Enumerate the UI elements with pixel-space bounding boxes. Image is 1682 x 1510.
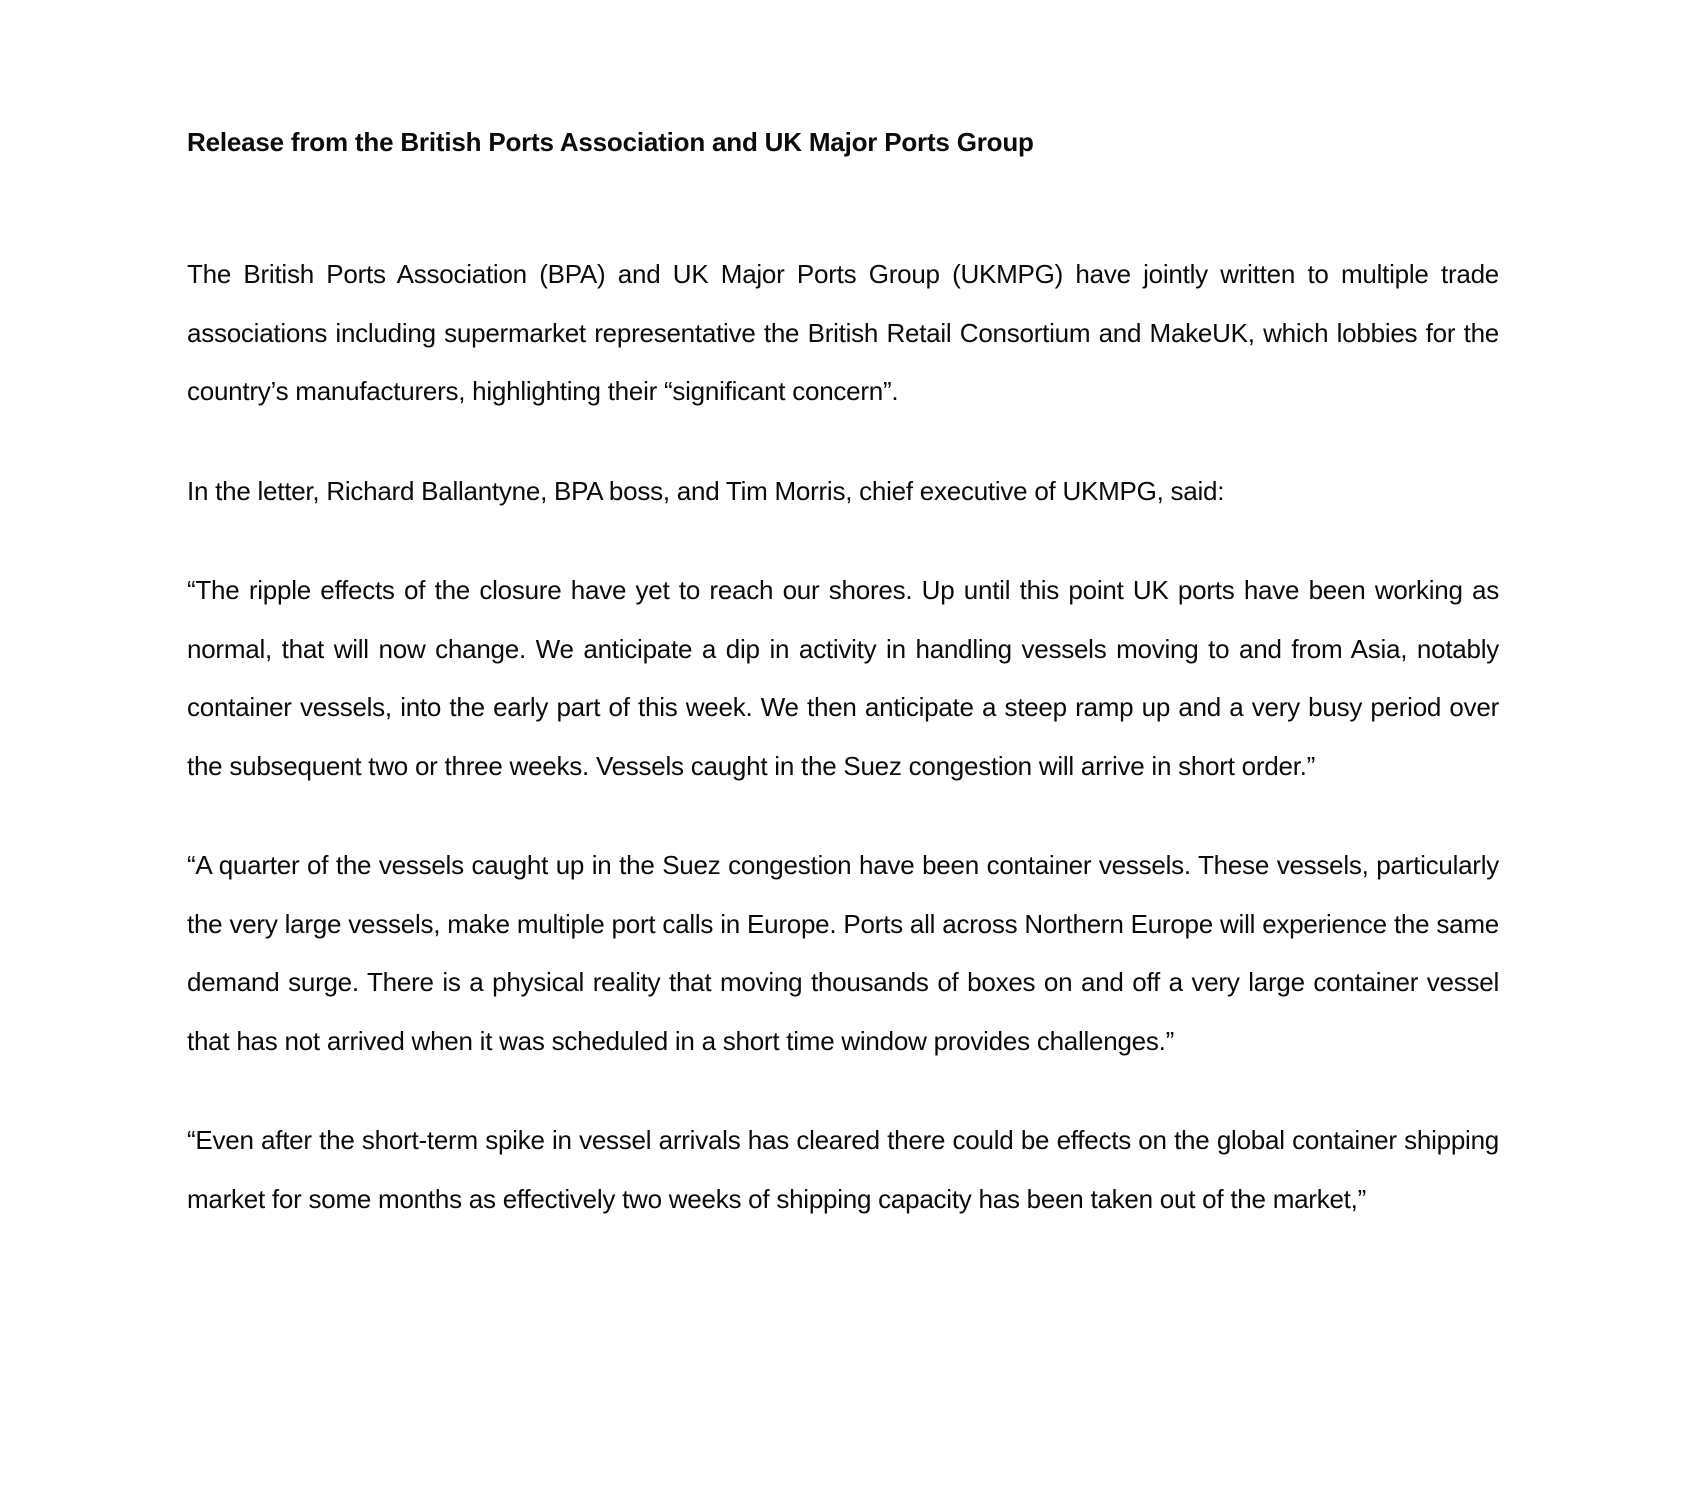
paragraph-intro: The British Ports Association (BPA) and UK Major Ports Group (UKMPG) have jointly written to multiple trade associations including supermarket representative the British Retail Consortium and MakeUK, which lobbies for the country’s manufacturers, highlighting their “significant concern”. [187, 259, 1499, 406]
document-title: Release from the British Ports Association and UK Major Ports Group [187, 127, 1034, 157]
paragraph-quote-ripple-effects: “The ripple effects of the closure have yet to reach our shores. Up until this point UK ports have been working as normal, that will now change. We anticipate a dip in activity in handling vessels moving to and from Asia, notably container vessels, into the early part of this week. We then anticipate a steep ramp up and a very busy period over the subsequent two or three weeks. Vessels caught in the Suez congestion will arrive in short order.” [187, 575, 1499, 781]
document-body [187, 118, 1499, 1228]
paragraph-quote-container-vessels: “A quarter of the vessels caught up in the Suez congestion have been container vessels. These vessels, particularly the very large vessels, make multiple port calls in Europe. Ports all across Northern Europe will experience the same demand surge. There is a physical reality that moving thousands of boxes on and off a very large container vessel that has not arrived when it was scheduled in a short time window provides challenges.” [187, 850, 1499, 1056]
paragraph-quote-shipping-market: “Even after the short-term spike in vessel arrivals has cleared there could be effects on the global container shipping market for some months as effectively two weeks of shipping capacity has been taken out of the market,” [187, 1125, 1499, 1214]
paragraph-letter-intro: In the letter, Richard Ballantyne, BPA boss, and Tim Morris, chief executive of UKMPG, said: [187, 475, 1225, 506]
